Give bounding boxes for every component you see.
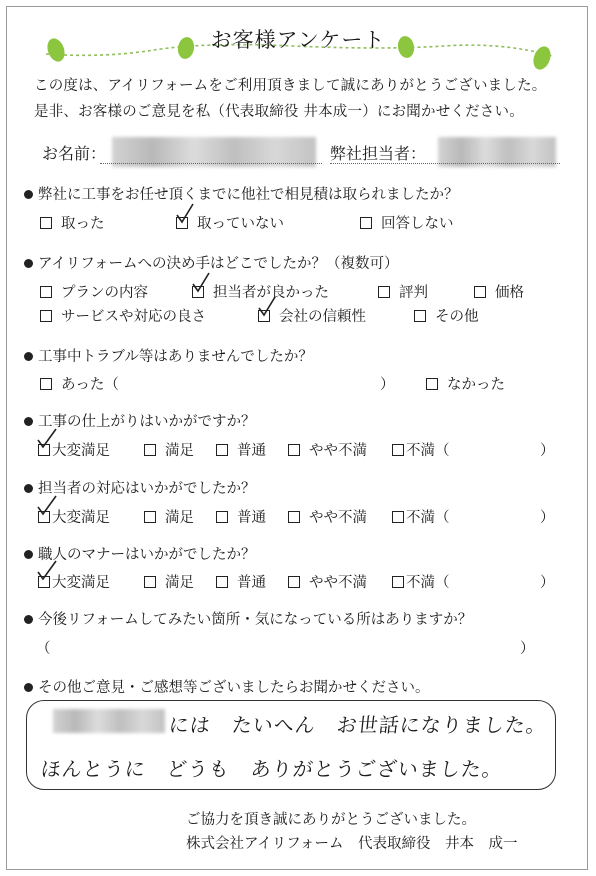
option-satisfied[interactable]: 満足 bbox=[144, 439, 194, 460]
survey-title: お客様アンケート bbox=[210, 28, 386, 52]
question-text: 工事中トラブル等はありませんでしたか？ bbox=[38, 349, 313, 365]
redacted-name bbox=[53, 709, 165, 733]
checkbox[interactable] bbox=[288, 511, 300, 523]
handwritten-comment-line-2: ほんとうに どうも ありがとうございました。 bbox=[39, 757, 505, 781]
question-6 bbox=[24, 543, 256, 564]
option-price[interactable]: 価格 bbox=[474, 281, 524, 302]
bullet-icon bbox=[24, 615, 33, 624]
option-normal[interactable]: 普通 bbox=[216, 439, 266, 460]
bullet-icon bbox=[24, 550, 33, 559]
question-text: アイリフォームへの決め手はどこでしたか？（複数可） bbox=[38, 256, 399, 272]
staff-label: 弊社担当者： bbox=[330, 144, 427, 163]
option-other[interactable]: その他 bbox=[414, 305, 479, 326]
check-mark-icon bbox=[190, 271, 212, 293]
question-text: 今後リフォームしてみたい箇所・気になっている所はありますか？ bbox=[38, 612, 473, 628]
checkbox[interactable] bbox=[474, 286, 486, 298]
checkbox[interactable] bbox=[144, 576, 156, 588]
option-trouble-no[interactable]: なかった bbox=[426, 373, 505, 394]
option-unsatisfied[interactable]: 不満（ bbox=[392, 506, 450, 527]
option-service[interactable]: サービスや対応の良さ bbox=[40, 305, 206, 326]
name-underline bbox=[100, 163, 322, 164]
close-paren: ） bbox=[540, 443, 555, 459]
question-text: 工事の仕上がりはいかがですか？ bbox=[38, 414, 256, 430]
comment-box[interactable] bbox=[26, 700, 556, 790]
checkbox[interactable] bbox=[40, 310, 52, 322]
checkbox[interactable] bbox=[40, 378, 52, 390]
checkbox[interactable] bbox=[144, 511, 156, 523]
option-trust[interactable]: 会社の信頼性 bbox=[258, 305, 366, 326]
checkbox[interactable] bbox=[378, 286, 390, 298]
check-mark-icon bbox=[174, 202, 196, 224]
check-mark-icon bbox=[36, 427, 58, 449]
close-paren: ） bbox=[540, 510, 555, 526]
checkbox[interactable] bbox=[288, 576, 300, 588]
close-paren: ） bbox=[540, 575, 555, 591]
option-toranai[interactable]: 取っていない bbox=[176, 212, 284, 233]
option-trouble-yes[interactable]: あった（ bbox=[40, 373, 119, 394]
option-torrita[interactable]: 取った bbox=[40, 212, 105, 233]
close-paren: ） bbox=[380, 377, 395, 393]
question-3 bbox=[24, 345, 313, 366]
question-7 bbox=[24, 608, 472, 629]
option-very-satisfied[interactable]: 大変満足 bbox=[38, 571, 110, 592]
option-reputation[interactable]: 評判 bbox=[378, 281, 428, 302]
option-unsatisfied[interactable]: 不満（ bbox=[392, 571, 450, 592]
option-normal[interactable]: 普通 bbox=[216, 506, 266, 527]
intro-line-1: この度は、アイリフォームをご利用頂きまして誠にありがとうございました。 bbox=[34, 78, 547, 94]
option-somewhat-unsatisfied[interactable]: やや不満 bbox=[288, 506, 367, 527]
option-normal[interactable]: 普通 bbox=[216, 571, 266, 592]
question-4 bbox=[24, 410, 256, 431]
checkbox[interactable] bbox=[360, 217, 372, 229]
bullet-icon bbox=[24, 259, 33, 268]
option-satisfied[interactable]: 満足 bbox=[144, 571, 194, 592]
option-unsatisfied[interactable]: 不満（ bbox=[392, 439, 450, 460]
bullet-icon bbox=[24, 484, 33, 493]
checkbox[interactable] bbox=[392, 576, 404, 588]
bullet-icon bbox=[24, 417, 33, 426]
option-somewhat-unsatisfied[interactable]: やや不満 bbox=[288, 439, 367, 460]
open-paren: （ bbox=[36, 641, 51, 657]
thanks-message: ご協力を頂き誠にありがとうございました。 bbox=[186, 812, 476, 828]
option-no-answer[interactable]: 回答しない bbox=[360, 212, 454, 233]
intro-line-2: 是非、お客様のご意見を私（代表取締役 井本成一）にお聞かせください。 bbox=[34, 104, 524, 120]
option-staff-good[interactable]: 担当者が良かった bbox=[192, 281, 329, 302]
option-somewhat-unsatisfied[interactable]: やや不満 bbox=[288, 571, 367, 592]
question-text: その他ご意見・ご感想等ございましたらお聞かせください。 bbox=[38, 680, 430, 696]
question-5 bbox=[24, 477, 256, 498]
checkbox[interactable] bbox=[40, 286, 52, 298]
option-satisfied[interactable]: 満足 bbox=[144, 506, 194, 527]
check-mark-icon bbox=[256, 295, 278, 317]
option-very-satisfied[interactable]: 大変満足 bbox=[38, 439, 110, 460]
question-2 bbox=[24, 252, 398, 273]
question-text: 担当者の対応はいかがでしたか？ bbox=[38, 481, 256, 497]
question-text: 職人のマナーはいかがでしたか？ bbox=[38, 547, 256, 563]
question-text: 弊社に工事をお任せ頂くまでに他社で相見積は取られましたか？ bbox=[38, 187, 459, 203]
checkbox[interactable] bbox=[144, 444, 156, 456]
bullet-icon bbox=[24, 683, 33, 692]
name-label: お名前： bbox=[42, 144, 107, 163]
name-row bbox=[0, 135, 596, 169]
checkbox[interactable] bbox=[216, 576, 228, 588]
option-plan[interactable]: プランの内容 bbox=[40, 281, 148, 302]
checkbox[interactable] bbox=[392, 444, 404, 456]
checkbox[interactable] bbox=[216, 444, 228, 456]
check-mark-icon bbox=[36, 494, 58, 516]
bullet-icon bbox=[24, 352, 33, 361]
bullet-icon bbox=[24, 190, 33, 199]
checkbox[interactable] bbox=[426, 378, 438, 390]
checkbox[interactable] bbox=[414, 310, 426, 322]
checkbox[interactable] bbox=[288, 444, 300, 456]
checkbox[interactable] bbox=[40, 217, 52, 229]
close-paren: ） bbox=[520, 641, 535, 657]
staff-underline bbox=[330, 163, 560, 164]
question-8 bbox=[24, 676, 430, 697]
handwritten-comment-line-1: には たいへん お世話になりました。 bbox=[167, 713, 549, 737]
company-signature: 株式会社アイリフォーム 代表取締役 井本 成一 bbox=[186, 836, 518, 852]
question-1 bbox=[24, 183, 459, 204]
check-mark-icon bbox=[36, 559, 58, 581]
checkbox[interactable] bbox=[216, 511, 228, 523]
option-very-satisfied[interactable]: 大変満足 bbox=[38, 506, 110, 527]
checkbox[interactable] bbox=[392, 511, 404, 523]
